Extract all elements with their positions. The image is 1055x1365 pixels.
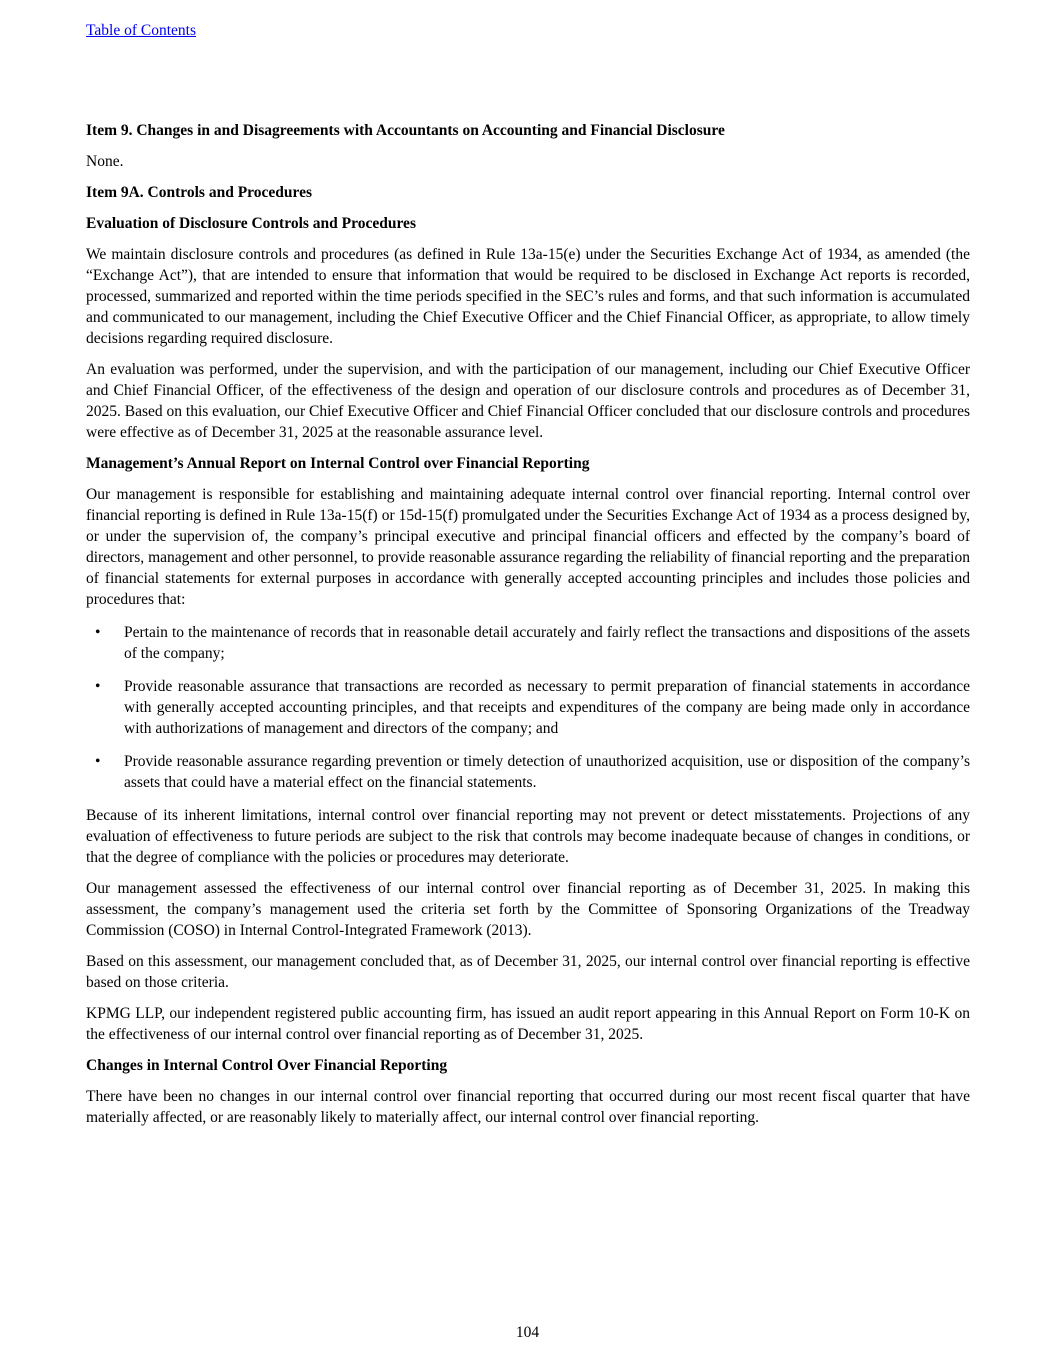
- body-paragraph: Our management assessed the effectiveness of our internal control over financial reporting as of December 31, 2025. In making this assessment, the company’s management used the criteria set forth by the Committee of Sponsoring Organizations of the Treadway Commission (COSO) in Internal Control-Integrated Framework (2013).: [86, 880, 970, 939]
- bullet-item: [86, 751, 970, 793]
- bullet-glyph: •: [95, 753, 101, 770]
- bullet-item: [86, 622, 970, 664]
- table-of-contents-link[interactable]: Table of Contents: [86, 22, 196, 39]
- section-heading: Changes in Internal Control Over Financial Reporting: [86, 1057, 448, 1074]
- body-paragraph: We maintain disclosure controls and procedures (as defined in Rule 13a-15(e) under the Securities Exchange Act of 1934, as amended (the “Exchange Act”), that are intended to ensure that information that would be required to be disclosed in Exchange Act reports is recorded, processed, summarized and reported within the time periods specified in the SEC’s rules and forms, and that such information is accumulated and communicated to our management, including the Chief Executive Officer and the Chief Financial Officer, as appropriate, to allow timely decisions regarding required disclosure.: [86, 246, 970, 347]
- document-body: [86, 120, 970, 1128]
- body-paragraph: There have been no changes in our internal control over financial reporting that occurred during our most recent fiscal quarter that have materially affected, or are reasonably likely to materially affect, our internal control over financial reporting.: [86, 1088, 970, 1126]
- body-paragraph: KPMG LLP, our independent registered public accounting firm, has issued an audit report appearing in this Annual Report on Form 10-K on the effectiveness of our internal control over financial reporting as of December 31, 2025.: [86, 1005, 970, 1043]
- body-paragraph: Because of its inherent limitations, internal control over financial reporting may not prevent or detect misstatements. Projections of any evaluation of effectiveness to future periods are subject to the risk that controls may become inadequate because of changes in conditions, or that the degree of compliance with the policies or procedures may deteriorate.: [86, 807, 970, 866]
- body-paragraph: None.: [86, 153, 124, 170]
- bullet-item: [86, 676, 970, 739]
- section-heading: Management’s Annual Report on Internal Control over Financial Reporting: [86, 455, 590, 472]
- page-number: 104: [515, 1324, 540, 1341]
- section-heading: Evaluation of Disclosure Controls and Procedures: [86, 215, 416, 232]
- bullet-text: Pertain to the maintenance of records that in reasonable detail accurately and fairly reflect the transactions and dispositions of the assets of the company;: [124, 624, 970, 662]
- section-heading: Item 9A. Controls and Procedures: [86, 184, 313, 201]
- section-heading: Item 9. Changes in and Disagreements with Accountants on Accounting and Financial Disclosure: [86, 122, 725, 139]
- body-paragraph: Based on this assessment, our management concluded that, as of December 31, 2025, our internal control over financial reporting is effective based on those criteria.: [86, 953, 970, 991]
- body-paragraph: An evaluation was performed, under the supervision, and with the participation of our management, including our Chief Executive Officer and Chief Financial Officer, of the effectiveness of the design and operation of our disclosure controls and procedures as of December 31, 2025. Based on this evaluation, our Chief Executive Officer and Chief Financial Officer concluded that our disclosure controls and procedures were effective as of December 31, 2025 at the reasonable assurance level.: [86, 361, 970, 441]
- body-paragraph: Our management is responsible for establishing and maintaining adequate internal control over financial reporting. Internal control over financial reporting is defined in Rule 13a-15(f) or 15d-15(f) promulgated under the Securities Exchange Act of 1934 as a process designed by, or under the supervision of, the company’s principal executive and principal financial officers and effected by the company’s board of directors, management and other personnel, to provide reasonable assurance regarding the reliability of financial reporting and the preparation of financial statements for external purposes in accordance with generally accepted accounting principles and includes those policies and procedures that:: [86, 486, 970, 608]
- bullet-glyph: •: [95, 624, 101, 641]
- bullet-text: Provide reasonable assurance that transactions are recorded as necessary to permit preparation of financial statements in accordance with generally accepted accounting principles, and that receipts and expenditures of the company are being made only in accordance with authorizations of management and directors of the company; and: [124, 678, 970, 737]
- bullet-list: [86, 622, 970, 793]
- bullet-glyph: •: [95, 678, 101, 695]
- bullet-text: Provide reasonable assurance regarding prevention or timely detection of unauthorized acquisition, use or disposition of the company’s assets that could have a material effect on the financial statements.: [124, 753, 970, 791]
